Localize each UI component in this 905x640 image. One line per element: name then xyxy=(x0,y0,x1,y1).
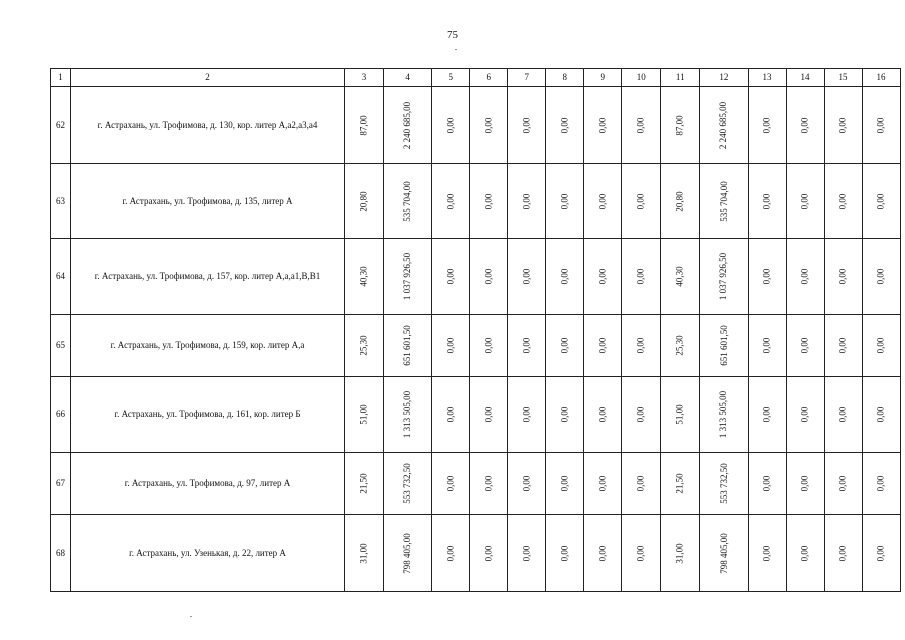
value-text: 0,00 xyxy=(483,117,494,133)
value-cell-c9 xyxy=(584,164,622,239)
value-cell-c10 xyxy=(622,164,661,239)
value-cell-c15 xyxy=(824,87,862,164)
value-text: 0,00 xyxy=(799,268,810,285)
value-cell-c15 xyxy=(824,377,862,453)
row-number-cell: 63 xyxy=(51,164,71,239)
value-text: 0,00 xyxy=(559,545,570,561)
value-text: 0,00 xyxy=(875,337,886,354)
value-cell-c14 xyxy=(786,315,824,377)
column-header: 16 xyxy=(862,69,900,87)
value-text: 0,00 xyxy=(559,475,570,492)
value-text: 0,00 xyxy=(761,268,772,285)
value-text: 0,00 xyxy=(521,193,532,209)
value-text: 0,00 xyxy=(837,268,848,285)
value-text: 40,30 xyxy=(674,266,685,287)
value-cell-c9 xyxy=(584,515,622,592)
value-cell-c11 xyxy=(661,315,700,377)
value-cell-c6 xyxy=(470,377,508,453)
value-cell-c15 xyxy=(824,164,862,239)
value-cell-c13 xyxy=(748,377,786,453)
value-text: 0,00 xyxy=(445,475,456,492)
value-cell-c11 xyxy=(661,515,700,592)
table-row xyxy=(51,87,901,164)
value-cell-c8 xyxy=(546,515,584,592)
value-cell-c7 xyxy=(508,515,546,592)
value-text: 1 037 926,50 xyxy=(718,252,729,301)
value-text: 0,00 xyxy=(875,545,886,561)
value-text: 0,00 xyxy=(875,475,886,492)
value-text: 40,30 xyxy=(358,266,369,287)
value-cell-c5 xyxy=(432,377,470,453)
value-cell-c15 xyxy=(824,315,862,377)
value-text: 0,00 xyxy=(597,268,608,285)
value-text: 0,00 xyxy=(799,545,810,561)
value-cell-c11 xyxy=(661,239,700,315)
value-text: 0,00 xyxy=(483,406,494,423)
value-cell-c4 xyxy=(384,315,432,377)
column-header: 1 xyxy=(51,69,71,87)
scan-speck xyxy=(455,49,457,50)
value-text: 0,00 xyxy=(837,545,848,561)
value-text: 0,00 xyxy=(635,475,646,492)
value-text: 0,00 xyxy=(597,475,608,492)
value-text: 0,00 xyxy=(761,193,772,209)
value-cell-c14 xyxy=(786,453,824,515)
value-text: 798 405,00 xyxy=(718,532,729,574)
value-cell-c10 xyxy=(622,239,661,315)
page-number: 75 xyxy=(447,29,458,41)
value-text: 553 732,50 xyxy=(402,463,413,504)
value-cell-c3 xyxy=(345,515,384,592)
row-number-cell: 64 xyxy=(51,239,71,315)
value-text: 0,00 xyxy=(635,406,646,423)
value-text: 535 704,00 xyxy=(718,180,729,222)
value-cell-c6 xyxy=(470,164,508,239)
value-cell-c9 xyxy=(584,87,622,164)
value-cell-c16 xyxy=(862,239,900,315)
value-cell-c14 xyxy=(786,515,824,592)
value-text: 0,00 xyxy=(483,337,494,354)
value-text: 0,00 xyxy=(837,406,848,423)
value-text: 25,30 xyxy=(358,335,369,356)
value-cell-c7 xyxy=(508,239,546,315)
column-header: 2 xyxy=(71,69,345,87)
value-text: 0,00 xyxy=(799,406,810,423)
row-number-cell: 65 xyxy=(51,315,71,377)
value-text: 2 240 685,00 xyxy=(402,101,413,149)
value-cell-c15 xyxy=(824,515,862,592)
value-cell-c12 xyxy=(700,515,748,592)
value-cell-c3 xyxy=(345,315,384,377)
value-text: 51,00 xyxy=(358,404,369,425)
value-cell-c14 xyxy=(786,164,824,239)
column-header: 13 xyxy=(748,69,786,87)
value-cell-c5 xyxy=(432,515,470,592)
value-text: 20,80 xyxy=(358,190,369,212)
value-cell-c7 xyxy=(508,315,546,377)
header-row xyxy=(51,69,901,87)
value-cell-c12 xyxy=(700,315,748,377)
value-cell-c11 xyxy=(661,377,700,453)
value-text: 0,00 xyxy=(445,337,456,354)
value-text: 0,00 xyxy=(799,193,810,209)
value-text: 0,00 xyxy=(597,337,608,354)
value-cell-c9 xyxy=(584,377,622,453)
value-cell-c5 xyxy=(432,453,470,515)
column-header: 9 xyxy=(584,69,622,87)
value-text: 31,00 xyxy=(674,542,685,564)
value-cell-c10 xyxy=(622,453,661,515)
value-cell-c9 xyxy=(584,239,622,315)
value-text: 0,00 xyxy=(875,193,886,209)
value-text: 0,00 xyxy=(635,545,646,561)
value-cell-c8 xyxy=(546,453,584,515)
scan-speck xyxy=(190,616,192,617)
value-cell-c3 xyxy=(345,377,384,453)
value-text: 0,00 xyxy=(875,117,886,133)
value-cell-c4 xyxy=(384,87,432,164)
address-cell: г. Астрахань, ул. Трофимова, д. 159, кор. литер А,а xyxy=(71,315,345,377)
value-text: 0,00 xyxy=(761,475,772,492)
value-text: 0,00 xyxy=(837,337,848,354)
value-text: 0,00 xyxy=(875,406,886,423)
value-cell-c16 xyxy=(862,315,900,377)
value-text: 0,00 xyxy=(875,268,886,285)
column-header: 12 xyxy=(700,69,748,87)
value-cell-c8 xyxy=(546,239,584,315)
value-cell-c14 xyxy=(786,87,824,164)
value-text: 0,00 xyxy=(445,268,456,285)
table-row xyxy=(51,239,901,315)
value-cell-c12 xyxy=(700,377,748,453)
table-row xyxy=(51,315,901,377)
value-text: 1 313 505,00 xyxy=(718,390,729,439)
value-cell-c4 xyxy=(384,377,432,453)
value-text: 87,00 xyxy=(674,114,685,136)
value-text: 0,00 xyxy=(483,193,494,209)
value-cell-c7 xyxy=(508,87,546,164)
value-text: 0,00 xyxy=(521,545,532,561)
value-text: 0,00 xyxy=(521,268,532,285)
value-cell-c9 xyxy=(584,453,622,515)
column-header: 4 xyxy=(384,69,432,87)
address-cell: г. Астрахань, ул. Трофимова, д. 130, кор. литер А,а2,а3,а4 xyxy=(71,87,345,164)
value-text: 2 240 685,00 xyxy=(718,101,729,149)
column-header: 5 xyxy=(432,69,470,87)
value-cell-c3 xyxy=(345,87,384,164)
value-text: 31,00 xyxy=(358,542,369,564)
value-cell-c8 xyxy=(546,315,584,377)
value-text: 87,00 xyxy=(358,114,369,136)
value-text: 0,00 xyxy=(559,268,570,285)
value-cell-c5 xyxy=(432,239,470,315)
value-cell-c11 xyxy=(661,453,700,515)
value-cell-c12 xyxy=(700,87,748,164)
value-cell-c4 xyxy=(384,239,432,315)
value-text: 0,00 xyxy=(445,406,456,423)
value-text: 0,00 xyxy=(521,117,532,133)
value-text: 0,00 xyxy=(521,337,532,354)
value-text: 0,00 xyxy=(521,406,532,423)
value-text: 0,00 xyxy=(445,545,456,561)
value-cell-c16 xyxy=(862,453,900,515)
value-text: 798 405,00 xyxy=(402,532,413,574)
column-header: 14 xyxy=(786,69,824,87)
value-text: 0,00 xyxy=(559,337,570,354)
value-cell-c5 xyxy=(432,315,470,377)
value-text: 0,00 xyxy=(559,406,570,423)
value-cell-c6 xyxy=(470,453,508,515)
value-cell-c6 xyxy=(470,87,508,164)
value-text: 25,30 xyxy=(674,335,685,356)
column-header: 11 xyxy=(661,69,700,87)
value-text: 0,00 xyxy=(597,193,608,209)
value-cell-c16 xyxy=(862,87,900,164)
row-number-cell: 66 xyxy=(51,377,71,453)
value-cell-c10 xyxy=(622,315,661,377)
address-cell: г. Астрахань, ул. Трофимова, д. 97, литер А xyxy=(71,453,345,515)
value-text: 0,00 xyxy=(799,337,810,354)
value-text: 0,00 xyxy=(483,475,494,492)
address-cell: г. Астрахань, ул. Трофимова, д. 161, кор. литер Б xyxy=(71,377,345,453)
value-cell-c8 xyxy=(546,377,584,453)
value-cell-c6 xyxy=(470,239,508,315)
value-cell-c11 xyxy=(661,164,700,239)
value-text: 553 732,50 xyxy=(718,463,729,504)
value-cell-c15 xyxy=(824,239,862,315)
value-cell-c10 xyxy=(622,87,661,164)
value-cell-c4 xyxy=(384,453,432,515)
table-body xyxy=(51,69,901,592)
value-cell-c12 xyxy=(700,164,748,239)
value-cell-c15 xyxy=(824,453,862,515)
value-text: 0,00 xyxy=(799,117,810,133)
value-text: 0,00 xyxy=(837,193,848,209)
value-cell-c11 xyxy=(661,87,700,164)
value-cell-c8 xyxy=(546,164,584,239)
value-text: 21,50 xyxy=(674,473,685,494)
value-cell-c6 xyxy=(470,315,508,377)
value-text: 0,00 xyxy=(559,117,570,133)
value-cell-c10 xyxy=(622,515,661,592)
value-text: 0,00 xyxy=(761,337,772,354)
value-cell-c16 xyxy=(862,164,900,239)
value-cell-c3 xyxy=(345,453,384,515)
value-cell-c6 xyxy=(470,515,508,592)
value-text: 651 601,50 xyxy=(402,325,413,366)
address-cell: г. Астрахань, ул. Трофимова, д. 157, кор. литер А,а,а1,В,В1 xyxy=(71,239,345,315)
value-cell-c13 xyxy=(748,164,786,239)
value-cell-c3 xyxy=(345,239,384,315)
value-cell-c7 xyxy=(508,453,546,515)
row-number-cell: 62 xyxy=(51,87,71,164)
value-cell-c14 xyxy=(786,377,824,453)
value-cell-c16 xyxy=(862,377,900,453)
column-header: 3 xyxy=(345,69,384,87)
value-cell-c13 xyxy=(748,453,786,515)
value-text: 21,50 xyxy=(358,473,369,494)
value-text: 0,00 xyxy=(483,545,494,561)
value-text: 0,00 xyxy=(635,337,646,354)
value-text: 0,00 xyxy=(521,475,532,492)
value-cell-c12 xyxy=(700,239,748,315)
value-cell-c14 xyxy=(786,239,824,315)
value-cell-c5 xyxy=(432,87,470,164)
value-cell-c4 xyxy=(384,515,432,592)
value-text: 0,00 xyxy=(445,117,456,133)
value-text: 0,00 xyxy=(559,193,570,209)
value-text: 0,00 xyxy=(635,117,646,133)
value-text: 0,00 xyxy=(635,268,646,285)
value-cell-c3 xyxy=(345,164,384,239)
value-cell-c7 xyxy=(508,164,546,239)
value-text: 0,00 xyxy=(597,117,608,133)
value-text: 0,00 xyxy=(597,406,608,423)
value-cell-c9 xyxy=(584,315,622,377)
column-header: 10 xyxy=(622,69,661,87)
value-text: 0,00 xyxy=(837,475,848,492)
table-row xyxy=(51,377,901,453)
value-cell-c7 xyxy=(508,377,546,453)
value-text: 20,80 xyxy=(674,190,685,212)
registry-table xyxy=(50,68,901,592)
value-text: 0,00 xyxy=(761,406,772,423)
value-cell-c16 xyxy=(862,515,900,592)
value-text: 535 704,00 xyxy=(402,180,413,222)
value-text: 0,00 xyxy=(445,193,456,209)
value-cell-c4 xyxy=(384,164,432,239)
value-text: 0,00 xyxy=(761,117,772,133)
value-text: 51,00 xyxy=(674,404,685,425)
value-cell-c10 xyxy=(622,377,661,453)
value-cell-c8 xyxy=(546,87,584,164)
value-text: 1 313 505,00 xyxy=(402,390,413,439)
table-row xyxy=(51,164,901,239)
value-text: 0,00 xyxy=(635,193,646,209)
value-text: 0,00 xyxy=(837,117,848,133)
address-cell: г. Астрахань, ул. Узенькая, д. 22, литер А xyxy=(71,515,345,592)
column-header: 6 xyxy=(470,69,508,87)
value-text: 0,00 xyxy=(761,545,772,561)
value-cell-c13 xyxy=(748,239,786,315)
value-text: 1 037 926,50 xyxy=(402,252,413,301)
table-row xyxy=(51,515,901,592)
value-text: 0,00 xyxy=(799,475,810,492)
address-cell: г. Астрахань, ул. Трофимова, д. 135, литер А xyxy=(71,164,345,239)
value-cell-c12 xyxy=(700,453,748,515)
value-cell-c13 xyxy=(748,515,786,592)
value-text: 0,00 xyxy=(483,268,494,285)
value-text: 0,00 xyxy=(597,545,608,561)
value-cell-c5 xyxy=(432,164,470,239)
column-header: 15 xyxy=(824,69,862,87)
value-cell-c13 xyxy=(748,87,786,164)
row-number-cell: 67 xyxy=(51,453,71,515)
table-row xyxy=(51,453,901,515)
row-number-cell: 68 xyxy=(51,515,71,592)
value-cell-c13 xyxy=(748,315,786,377)
column-header: 8 xyxy=(546,69,584,87)
value-text: 651 601,50 xyxy=(718,325,729,366)
column-header: 7 xyxy=(508,69,546,87)
